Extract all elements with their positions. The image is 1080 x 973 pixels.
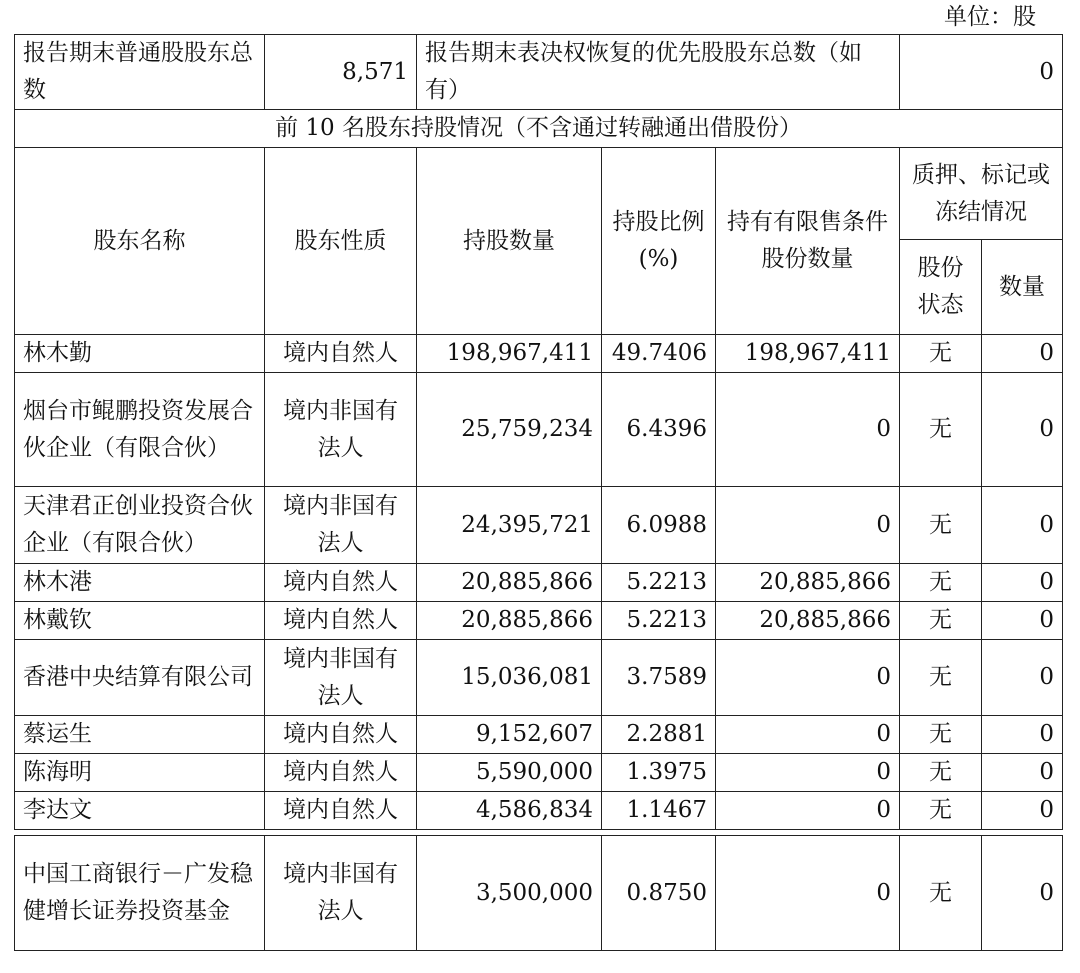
cell-shares: 198,967,411 [417, 335, 602, 373]
cell-status: 无 [900, 564, 982, 602]
header-pledge-group: 质押、标记或冻结情况 [900, 148, 1063, 240]
table-row [15, 487, 1063, 564]
cell-nature: 境内自然人 [265, 335, 417, 373]
cell-shares: 5,590,000 [417, 754, 602, 792]
cell-status: 无 [900, 373, 982, 487]
cell-restricted: 198,967,411 [716, 335, 900, 373]
header-pledge-status: 股份状态 [900, 240, 982, 335]
table-row [15, 792, 1063, 830]
cell-status: 无 [900, 602, 982, 640]
cell-nature: 境内非国有法人 [265, 487, 417, 564]
cell-qty: 0 [982, 564, 1063, 602]
cell-name: 中国工商银行－广发稳健增长证券投资基金 [15, 836, 265, 951]
cell-qty: 0 [982, 792, 1063, 830]
cell-name: 陈海明 [15, 754, 265, 792]
common-holders-label: 报告期末普通股股东总数 [15, 35, 265, 110]
table-row [15, 716, 1063, 754]
cell-status: 无 [900, 836, 982, 951]
cell-qty: 0 [982, 487, 1063, 564]
cell-name: 李达文 [15, 792, 265, 830]
cell-status: 无 [900, 716, 982, 754]
header-nature: 股东性质 [265, 148, 417, 335]
cell-shares: 15,036,081 [417, 640, 602, 716]
cell-restricted: 20,885,866 [716, 602, 900, 640]
header-shares: 持股数量 [417, 148, 602, 335]
cell-name: 蔡运生 [15, 716, 265, 754]
cell-nature: 境内非国有法人 [265, 640, 417, 716]
cell-restricted: 20,885,866 [716, 564, 900, 602]
table-row [15, 373, 1063, 487]
cell-nature: 境内非国有法人 [265, 373, 417, 487]
table-row [15, 836, 1063, 951]
cell-restricted: 0 [716, 792, 900, 830]
cell-name: 林戴钦 [15, 602, 265, 640]
cell-qty: 0 [982, 335, 1063, 373]
cell-name: 烟台市鲲鹏投资发展合伙企业（有限合伙） [15, 373, 265, 487]
cell-qty: 0 [982, 836, 1063, 951]
cell-shares: 20,885,866 [417, 602, 602, 640]
cell-status: 无 [900, 792, 982, 830]
cell-status: 无 [900, 487, 982, 564]
cell-name: 香港中央结算有限公司 [15, 640, 265, 716]
cell-nature: 境内自然人 [265, 602, 417, 640]
cell-name: 林木勤 [15, 335, 265, 373]
unit-label: 单位：股 [944, 4, 1036, 30]
cell-name: 天津君正创业投资合伙企业（有限合伙） [15, 487, 265, 564]
cell-ratio: 6.4396 [602, 373, 716, 487]
cell-status: 无 [900, 754, 982, 792]
cell-restricted: 0 [716, 373, 900, 487]
cell-ratio: 0.8750 [602, 836, 716, 951]
cell-ratio: 2.2881 [602, 716, 716, 754]
header-ratio: 持股比例(%) [602, 148, 716, 335]
cell-status: 无 [900, 640, 982, 716]
cell-shares: 24,395,721 [417, 487, 602, 564]
cell-ratio: 1.3975 [602, 754, 716, 792]
table-row [15, 335, 1063, 373]
cell-shares: 3,500,000 [417, 836, 602, 951]
section-title: 前 10 名股东持股情况（不含通过转融通出借股份） [15, 110, 1063, 148]
table-row [15, 754, 1063, 792]
cell-qty: 0 [982, 373, 1063, 487]
cell-restricted: 0 [716, 487, 900, 564]
header-restricted: 持有有限售条件股份数量 [716, 148, 900, 335]
cell-nature: 境内自然人 [265, 792, 417, 830]
cell-nature: 境内自然人 [265, 564, 417, 602]
cell-shares: 9,152,607 [417, 716, 602, 754]
shareholder-table [14, 34, 1063, 951]
common-holders-value: 8,571 [265, 35, 417, 110]
cell-ratio: 3.7589 [602, 640, 716, 716]
table-row [15, 564, 1063, 602]
cell-ratio: 49.7406 [602, 335, 716, 373]
cell-nature: 境内自然人 [265, 716, 417, 754]
cell-ratio: 5.2213 [602, 564, 716, 602]
cell-ratio: 6.0988 [602, 487, 716, 564]
cell-qty: 0 [982, 602, 1063, 640]
header-pledge-qty: 数量 [982, 240, 1063, 335]
cell-restricted: 0 [716, 716, 900, 754]
table-row [15, 640, 1063, 716]
summary-row [15, 35, 1063, 110]
cell-restricted: 0 [716, 640, 900, 716]
header-name: 股东名称 [15, 148, 265, 335]
preferred-holders-value: 0 [900, 35, 1063, 110]
table-row [15, 602, 1063, 640]
cell-shares: 4,586,834 [417, 792, 602, 830]
cell-shares: 20,885,866 [417, 564, 602, 602]
cell-qty: 0 [982, 716, 1063, 754]
cell-ratio: 1.1467 [602, 792, 716, 830]
cell-restricted: 0 [716, 836, 900, 951]
cell-shares: 25,759,234 [417, 373, 602, 487]
cell-ratio: 5.2213 [602, 602, 716, 640]
cell-nature: 境内自然人 [265, 754, 417, 792]
preferred-holders-label: 报告期末表决权恢复的优先股股东总数（如有） [417, 35, 900, 110]
cell-name: 林木港 [15, 564, 265, 602]
cell-status: 无 [900, 335, 982, 373]
cell-qty: 0 [982, 640, 1063, 716]
cell-qty: 0 [982, 754, 1063, 792]
cell-nature: 境内非国有法人 [265, 836, 417, 951]
cell-restricted: 0 [716, 754, 900, 792]
